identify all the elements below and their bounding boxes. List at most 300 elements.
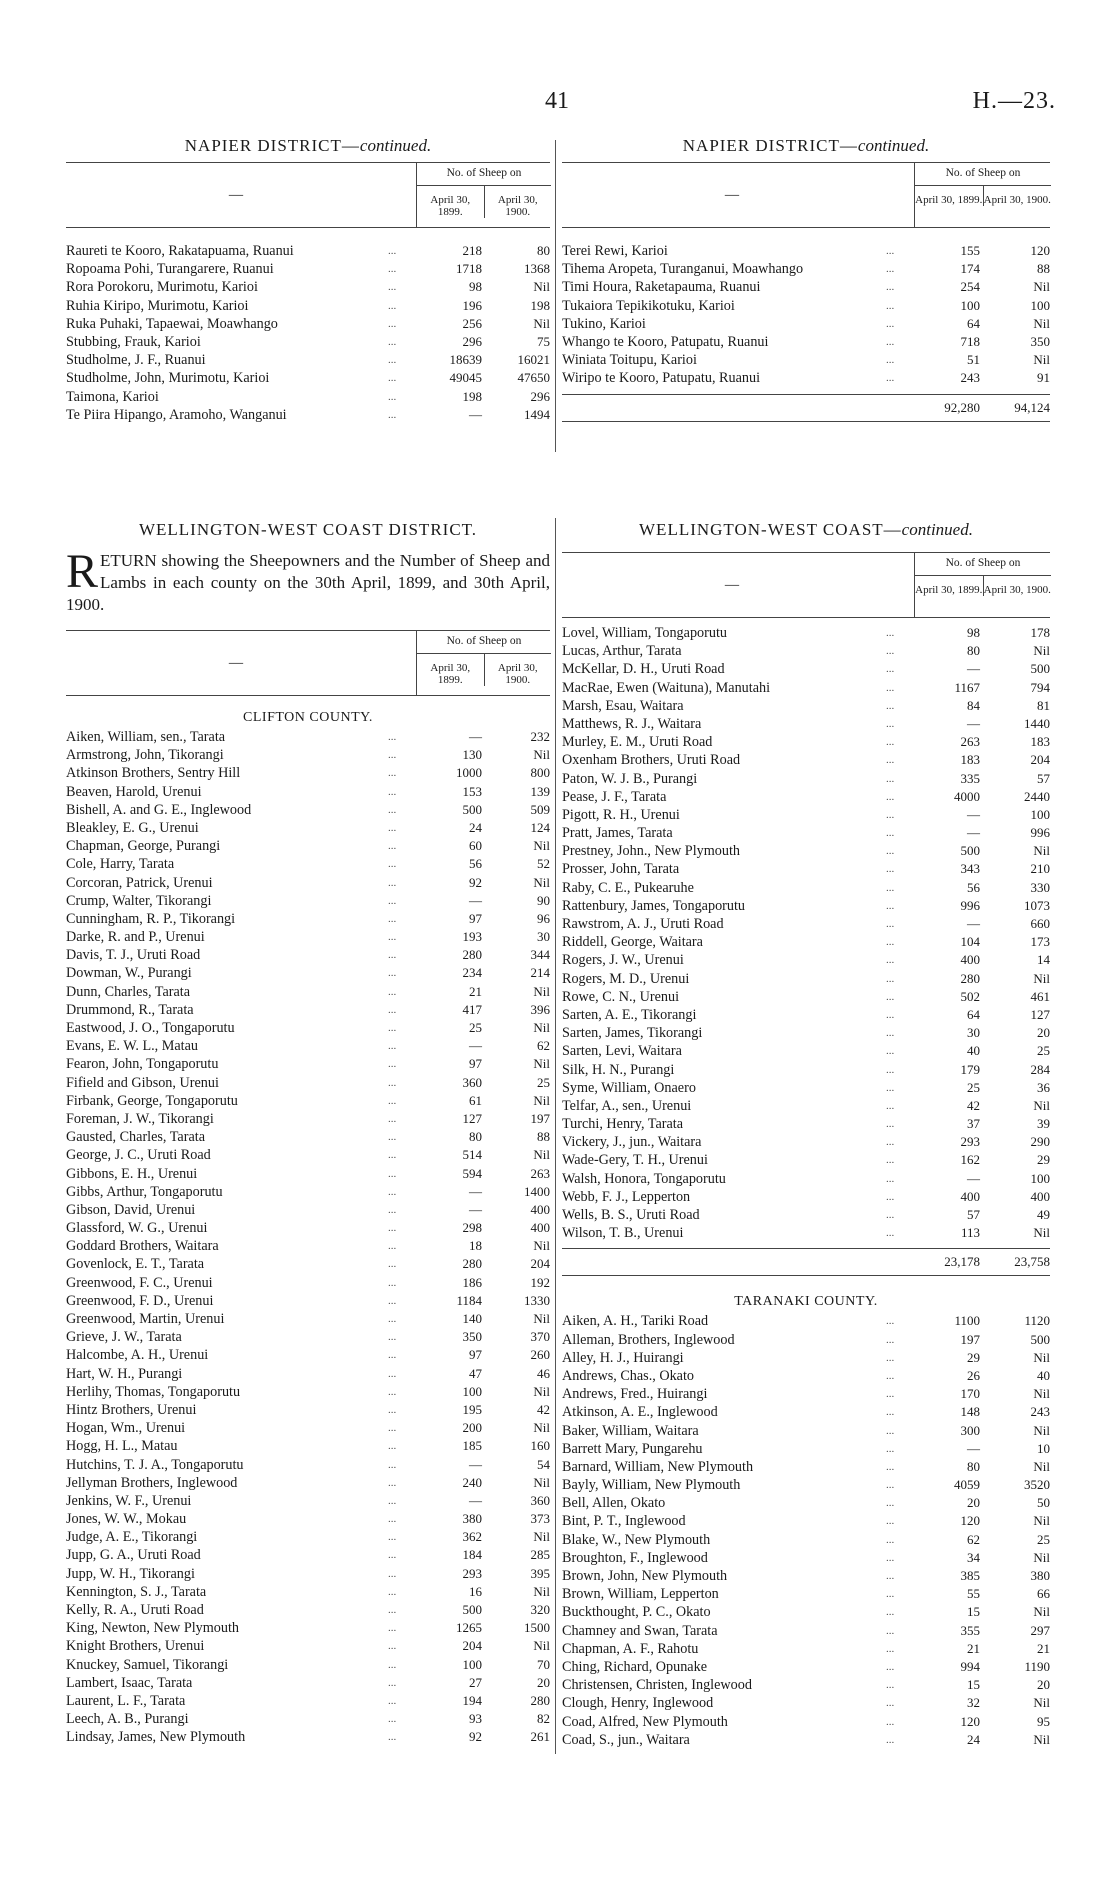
owner-name: Tukaiora Tepikikotuku, Karioi (562, 297, 735, 314)
table-header (66, 630, 550, 696)
table-row (562, 369, 1050, 387)
count-1900: 3520 (1024, 1477, 1050, 1493)
header-col-1900: April 30, 1900. (983, 186, 1052, 206)
count-1899: 296 (462, 333, 482, 349)
leader-dots: ... (388, 1676, 397, 1689)
leader-dots: ... (388, 803, 397, 816)
count-1899: — (967, 715, 980, 731)
owner-name: Beaven, Harold, Urenui (66, 783, 202, 800)
table-row (66, 910, 550, 928)
count-1900: Nil (533, 983, 550, 999)
owner-name: Aiken, William, sen., Tarata (66, 729, 226, 745)
count-1899: 100 (462, 1383, 482, 1399)
count-1899: 594 (462, 1165, 482, 1181)
table-row (562, 278, 1050, 296)
leader-dots: ... (886, 645, 895, 658)
table-row (562, 1061, 1050, 1079)
count-1899: — (469, 1038, 482, 1054)
count-1899: 1265 (456, 1620, 482, 1636)
count-1899: 514 (462, 1147, 482, 1163)
leader-dots: ... (886, 972, 895, 985)
count-1900: Nil (533, 1474, 550, 1490)
table-row (562, 1731, 1050, 1749)
header-dash: — (724, 187, 740, 203)
count-1899: 97 (469, 1056, 482, 1072)
count-1899: 218 (462, 243, 482, 258)
count-1899: 34 (967, 1549, 980, 1565)
table-row (562, 315, 1050, 333)
owner-name: Hutchins, T. J. A., Tongaporutu (66, 1456, 244, 1473)
table-row (66, 1092, 550, 1110)
leader-dots: ... (388, 1422, 397, 1435)
owner-name: Vickery, J., jun., Waitara (562, 1134, 702, 1151)
leader-dots: ... (388, 1185, 397, 1198)
count-1900: 80 (537, 243, 550, 258)
count-1900: Nil (533, 874, 550, 890)
table-row (562, 1331, 1050, 1349)
leader-dots: ... (388, 1094, 397, 1107)
count-1900: Nil (1033, 1731, 1050, 1747)
leader-dots: ... (886, 1315, 895, 1328)
count-1900: 82 (537, 1711, 550, 1727)
count-1900: Nil (533, 1383, 550, 1399)
owner-name: Rora Porokoru, Murimotu, Karioi (66, 279, 258, 296)
count-1899: 47 (469, 1365, 482, 1381)
count-1900: 25 (537, 1074, 550, 1090)
count-1899: 120 (960, 1713, 980, 1729)
table-row (562, 297, 1050, 315)
owner-name: Fifield and Gibson, Urenui (66, 1074, 219, 1091)
owner-name: Raby, C. E., Pukearuhe (562, 879, 694, 896)
table-row (66, 874, 550, 892)
napier-left-section (66, 136, 550, 424)
leader-dots: ... (388, 1604, 397, 1616)
count-1900: 509 (530, 801, 550, 817)
owner-name: Fearon, John, Tongaporutu (66, 1056, 219, 1073)
owner-name: Ching, Richard, Opunake (562, 1658, 707, 1675)
table-row (562, 1694, 1050, 1712)
count-1899: 27 (469, 1674, 482, 1690)
owner-name: Gibbons, E. H., Urenui (66, 1165, 198, 1182)
count-1899: 500 (462, 801, 482, 817)
owner-name: Glassford, W. G., Urenui (66, 1220, 208, 1237)
owner-name: Herlihy, Thomas, Tongaporutu (66, 1383, 241, 1400)
table-row (66, 1565, 550, 1583)
owner-name: Oxenham Brothers, Uruti Road (562, 752, 741, 769)
table-row (562, 1422, 1050, 1440)
table-row (562, 788, 1050, 806)
table-row (562, 988, 1050, 1006)
count-1900: 1440 (1024, 715, 1050, 731)
count-1900: Nil (533, 315, 550, 331)
count-1900: 197 (530, 1110, 550, 1126)
owner-name: Kennington, S. J., Tarata (66, 1583, 207, 1600)
count-1899: 280 (462, 947, 482, 963)
count-1900: 100 (1030, 297, 1050, 313)
count-1900: 204 (530, 1256, 550, 1272)
leader-dots: ... (388, 767, 397, 780)
table-row (562, 660, 1050, 678)
owner-name: Brown, John, New Plymouth (562, 1568, 728, 1584)
owner-name: Alleman, Brothers, Inglewood (562, 1331, 735, 1348)
section-title: WELLINGTON-WEST COAST DISTRICT. (138, 520, 478, 539)
owner-name: Atkinson, A. E., Inglewood (562, 1404, 718, 1421)
header-col-1899: April 30, 1899. (915, 584, 983, 596)
table-row (562, 1567, 1050, 1585)
leader-dots: ... (886, 1624, 895, 1637)
count-1900: 49 (1037, 1207, 1050, 1222)
owner-name: Alley, H. J., Huirangi (562, 1349, 684, 1366)
count-1899: 179 (960, 1061, 980, 1077)
table-row (66, 297, 550, 315)
table-row (66, 1037, 550, 1055)
table-row (562, 1385, 1050, 1403)
count-1900: 395 (530, 1565, 550, 1581)
table-row (66, 1656, 550, 1674)
owner-name: Silk, H. N., Purangi (562, 1061, 675, 1078)
table-row (66, 278, 550, 296)
owner-name: Gibson, David, Urenui (66, 1201, 196, 1218)
count-1900: 75 (537, 333, 550, 349)
owner-name: Pigott, R. H., Urenui (562, 806, 680, 823)
table-row (562, 624, 1050, 642)
header-col-1900: April 30, 1900. (983, 576, 1052, 596)
drop-cap: R (66, 545, 99, 598)
leader-dots: ... (886, 335, 895, 348)
table-row (562, 1312, 1050, 1330)
leader-dots: ... (388, 390, 397, 403)
owner-name: George, J. C., Uruti Road (66, 1147, 211, 1164)
owner-name: Bell, Allen, Okato (562, 1495, 666, 1512)
owner-name: Pease, J. F., Tarata (562, 788, 667, 805)
leader-dots: ... (886, 808, 895, 821)
leader-dots: ... (886, 827, 895, 840)
owner-name: Terei Rewi, Karioi (562, 243, 668, 259)
leader-dots: ... (886, 663, 895, 676)
table-row (66, 1365, 550, 1383)
leader-dots: ... (388, 372, 397, 385)
section-title: WELLINGTON-WEST COAST—continued. (639, 520, 973, 539)
owner-name: Paton, W. J. B., Purangi (562, 770, 698, 787)
count-1900: 260 (530, 1347, 550, 1363)
count-1899: 80 (469, 1129, 482, 1145)
count-1899: 18 (469, 1238, 482, 1254)
count-1899: 400 (960, 1188, 980, 1204)
section-title: NAPIER DISTRICT—continued. (184, 136, 432, 155)
count-1900: Nil (533, 1529, 550, 1545)
owner-name: Gausted, Charles, Tarata (66, 1129, 205, 1146)
leader-dots: ... (388, 1385, 397, 1398)
leader-dots: ... (388, 1403, 397, 1416)
count-1899: 380 (462, 1511, 482, 1527)
table-row (66, 1728, 550, 1746)
table-row (562, 933, 1050, 951)
county-heading: TARANAKI COUNTY. (734, 1294, 878, 1310)
sheep-count-header (914, 553, 1051, 617)
count-1899: 100 (462, 1656, 482, 1672)
count-1900: 50 (1037, 1495, 1050, 1511)
count-1899: 500 (462, 1602, 482, 1617)
owner-name: Pratt, James, Tarata (562, 825, 673, 842)
count-1899: — (967, 825, 980, 841)
count-1900: 794 (1030, 679, 1050, 695)
table-row (562, 1367, 1050, 1385)
count-1899: 263 (960, 734, 980, 750)
napier-right-section (562, 136, 1050, 422)
table-row (66, 1055, 550, 1073)
count-1900: Nil (1033, 1513, 1050, 1529)
count-1900: Nil (1033, 1549, 1050, 1565)
owner-name: Whango te Kooro, Patupatu, Ruanui (562, 333, 769, 350)
owner-name: Rogers, M. D., Urenui (562, 970, 690, 987)
owner-name: Halcombe, A. H., Urenui (66, 1347, 209, 1364)
table-row (562, 1531, 1050, 1549)
leader-dots: ... (388, 858, 397, 871)
table-row (66, 1692, 550, 1710)
count-1900: 25 (1037, 1531, 1050, 1547)
owner-name: Laurent, L. F., Tarata (66, 1692, 186, 1709)
owner-name: Ruka Puhaki, Tapaewai, Moawhango (66, 315, 278, 332)
leader-dots: ... (886, 1733, 895, 1746)
count-1900: Nil (1033, 1097, 1050, 1113)
count-1900: 47650 (517, 370, 550, 386)
count-1899: 355 (960, 1622, 980, 1638)
count-1899: 49045 (449, 370, 482, 386)
table-row (562, 1585, 1050, 1603)
count-1900: 1368 (524, 261, 550, 277)
table-row (562, 1133, 1050, 1151)
leader-dots: ... (388, 1694, 397, 1707)
owner-name: Buckthought, P. C., Okato (562, 1604, 711, 1621)
leader-dots: ... (388, 931, 397, 944)
leader-dots: ... (886, 1099, 895, 1112)
leader-dots: ... (886, 863, 895, 876)
leader-dots: ... (886, 281, 895, 294)
table-row (66, 1146, 550, 1164)
leader-dots: ... (388, 299, 397, 312)
leader-dots: ... (388, 967, 397, 980)
owner-name: Bleakley, E. G., Urenui (66, 819, 199, 836)
count-1899: 15 (967, 1677, 980, 1693)
owner-name: Jupp, W. H., Tikorangi (66, 1565, 195, 1582)
owner-name: Studholme, John, Murimotu, Karioi (66, 370, 270, 387)
count-1900: 127 (1030, 1006, 1050, 1022)
table-row (66, 1292, 550, 1310)
leader-dots: ... (886, 299, 895, 312)
total-row (562, 394, 1050, 422)
table-row (66, 1546, 550, 1564)
count-1899: 1167 (954, 679, 980, 695)
table-row (66, 1019, 550, 1037)
header-col-1900: April 30, 1900. (484, 186, 552, 218)
count-1900: 91 (1037, 370, 1050, 386)
table-row (562, 1713, 1050, 1731)
owner-name: Stubbing, Frauk, Karioi (66, 333, 201, 350)
table-row (562, 770, 1050, 788)
header-group-label: No. of Sheep on (915, 553, 1051, 576)
count-1900: 344 (530, 947, 550, 963)
count-1900: 330 (1030, 879, 1050, 895)
owner-name: Rowe, C. N., Urenui (562, 988, 680, 1005)
table-row (66, 1110, 550, 1128)
owner-name: Eastwood, J. O., Tongaporutu (66, 1020, 235, 1036)
leader-dots: ... (886, 354, 895, 367)
owner-name: Prestney, John., New Plymouth (562, 843, 740, 860)
owner-name: Lucas, Arthur, Tarata (562, 643, 682, 660)
leader-dots: ... (388, 1440, 397, 1453)
owner-name: Cole, Harry, Tarata (66, 856, 175, 873)
table-row (66, 388, 550, 406)
owner-name: Hogan, Wm., Urenui (66, 1420, 186, 1437)
count-1900: Nil (533, 1583, 550, 1599)
count-1900: 1190 (1024, 1658, 1050, 1674)
owner-name: Judge, A. E., Tikorangi (66, 1529, 198, 1546)
leader-dots: ... (886, 1442, 895, 1455)
header-col-1899: April 30, 1899. (430, 662, 471, 686)
table-row (66, 855, 550, 873)
table-row (66, 369, 550, 387)
leader-dots: ... (886, 918, 895, 930)
count-1899: 185 (462, 1438, 482, 1454)
table-row (66, 1165, 550, 1183)
count-1899: 4059 (954, 1477, 980, 1493)
count-1899: 98 (967, 625, 980, 640)
count-1900: 100 (1030, 1170, 1050, 1186)
leader-dots: ... (886, 1008, 895, 1021)
leader-dots: ... (388, 1585, 397, 1598)
table-row (562, 733, 1050, 751)
count-1900: 198 (530, 297, 550, 313)
count-1900: 396 (530, 1001, 550, 1017)
owner-name: Syme, William, Onaero (562, 1079, 696, 1096)
count-1900: 14 (1037, 952, 1050, 968)
owner-name: Knight Brothers, Urenui (66, 1638, 205, 1655)
table-row (562, 1640, 1050, 1658)
count-1900: 39 (1037, 1116, 1050, 1132)
leader-dots: ... (886, 1697, 895, 1710)
leader-dots: ... (886, 1136, 895, 1149)
leader-dots: ... (886, 1045, 895, 1058)
owner-name: Chamney and Swan, Tarata (562, 1622, 718, 1639)
table-body (66, 228, 550, 424)
count-1900: Nil (533, 1056, 550, 1072)
count-1900: 46 (537, 1365, 550, 1381)
count-1900: 660 (1030, 916, 1050, 931)
count-1899: — (469, 1456, 482, 1472)
owner-name: Bishell, A. and G. E., Inglewood (66, 801, 252, 818)
count-1900: 178 (1030, 625, 1050, 640)
count-1900: 500 (1030, 1331, 1050, 1347)
table-row (66, 1001, 550, 1019)
leader-dots: ... (886, 845, 895, 858)
count-1899: 174 (960, 261, 980, 277)
table-row (66, 260, 550, 278)
table-row (562, 1206, 1050, 1224)
owner-name: Wells, B. S., Uruti Road (562, 1207, 700, 1223)
count-1900: 81 (1037, 697, 1050, 713)
header-dash: — (228, 655, 244, 671)
count-1899: 350 (462, 1329, 482, 1345)
leader-dots: ... (886, 1424, 895, 1437)
table-row (562, 806, 1050, 824)
owner-name: Turchi, Henry, Tarata (562, 1116, 684, 1133)
leader-dots: ... (886, 1497, 895, 1510)
count-1899: 130 (462, 747, 482, 763)
count-1900: Nil (533, 1420, 550, 1436)
leader-dots: ... (388, 1040, 397, 1053)
leader-dots: ... (388, 1349, 397, 1362)
owner-name: Evans, E. W. L., Matau (66, 1038, 199, 1055)
count-1899: 32 (967, 1695, 980, 1711)
count-1899: 170 (960, 1386, 980, 1402)
table-row (66, 728, 550, 746)
table-row (66, 1310, 550, 1328)
leader-dots: ... (388, 1658, 397, 1671)
owner-name: Marsh, Esau, Waitara (562, 697, 684, 714)
leader-dots: ... (886, 1118, 895, 1131)
intro-text: ETURN showing the Sheepowners and the Number of Sheep and Lambs in each county on the 30th April, 1899, and 30th April, 1900. (66, 551, 550, 614)
owner-name: Govenlock, E. T., Tarata (66, 1256, 205, 1273)
owner-name: Wiripo te Kooro, Patupatu, Ruanui (562, 370, 761, 387)
count-1900: 285 (530, 1547, 550, 1563)
count-1899: 113 (960, 1225, 980, 1241)
leader-dots: ... (388, 894, 397, 907)
count-1900: 62 (537, 1038, 550, 1054)
table-row (66, 1183, 550, 1201)
header-col-1900: April 30, 1900. (484, 654, 552, 686)
leader-dots: ... (388, 1713, 397, 1726)
table-row (562, 1676, 1050, 1694)
owner-name: Riddell, George, Waitara (562, 934, 703, 951)
count-1899: 97 (469, 1347, 482, 1363)
count-1899: 193 (462, 929, 482, 945)
count-1900: 21 (1037, 1640, 1050, 1656)
leader-dots: ... (886, 1479, 895, 1492)
header-col-1899: April 30, 1899. (915, 194, 983, 206)
count-1899: 64 (967, 315, 980, 331)
leader-dots: ... (388, 1622, 397, 1635)
count-1900: Nil (1033, 1695, 1050, 1711)
count-1899: 93 (469, 1711, 482, 1727)
count-1899: 1184 (456, 1292, 482, 1308)
owner-name: Leech, A. B., Purangi (66, 1711, 189, 1728)
table-row (562, 333, 1050, 351)
count-1900: 400 (1030, 1188, 1050, 1204)
table-row (562, 951, 1050, 969)
count-1900: Nil (1033, 1225, 1050, 1241)
count-1899: 100 (960, 297, 980, 313)
count-1899: 183 (960, 752, 980, 768)
header-col-1899: April 30, 1899. (430, 194, 471, 218)
owner-name: Sarten, Levi, Waitara (562, 1043, 682, 1060)
count-1899: — (967, 806, 980, 822)
table-row (66, 1492, 550, 1510)
table-row (562, 1079, 1050, 1097)
owner-name: Webb, F. J., Lepperton (562, 1188, 691, 1205)
leader-dots: ... (886, 1172, 895, 1185)
table-row (66, 1201, 550, 1219)
leader-dots: ... (388, 985, 397, 998)
count-1900: 1400 (524, 1183, 550, 1199)
leader-dots: ... (886, 881, 895, 894)
count-1900: Nil (1033, 1349, 1050, 1365)
owner-name: Coad, Alfred, New Plymouth (562, 1713, 728, 1730)
count-1899: 243 (960, 370, 980, 386)
table-row (562, 679, 1050, 697)
count-1899: 37 (967, 1116, 980, 1132)
table-row (562, 1006, 1050, 1024)
owner-name: Coad, S., jun., Waitara (562, 1731, 690, 1748)
